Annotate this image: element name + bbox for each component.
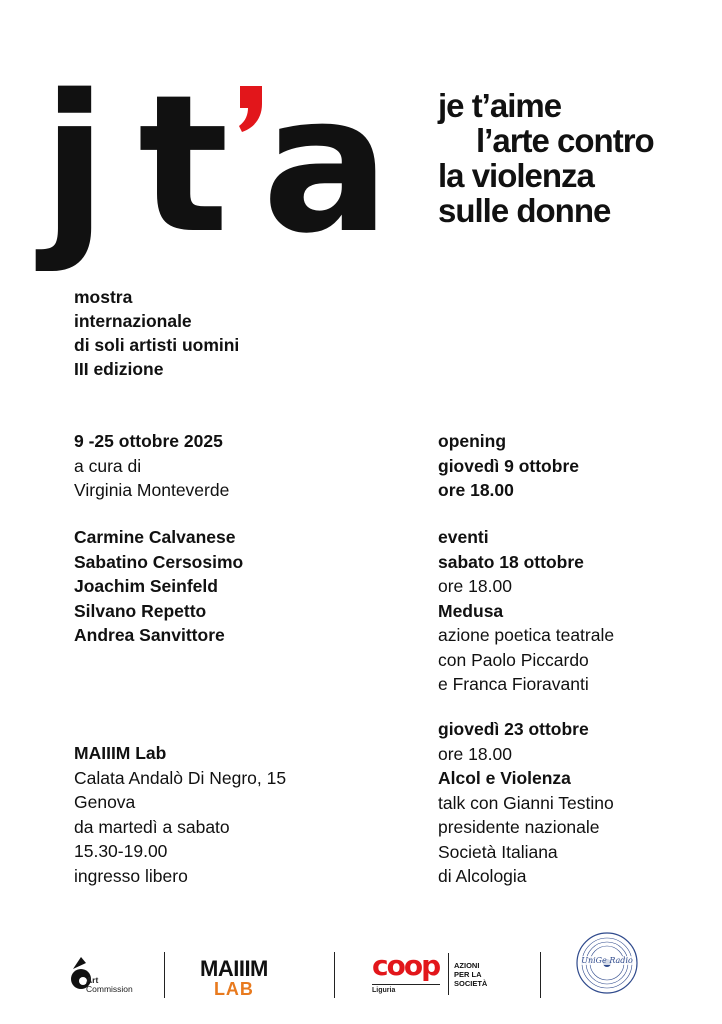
opening-date: giovedì 9 ottobre <box>438 455 579 476</box>
intro-line: di soli artisti uomini <box>74 335 240 355</box>
tagline-line: je t’aime <box>438 87 562 124</box>
maiiim-wordmark: MAIIIM <box>200 956 268 981</box>
events-heading: eventi <box>438 527 489 547</box>
coop-tag-line: AZIONI <box>454 961 480 970</box>
event-desc: e Franca Fioravanti <box>438 674 589 694</box>
venue-address: Calata Andalò Di Negro, 15 <box>74 767 287 788</box>
artist-name: Carmine Calvanese <box>74 527 236 547</box>
venue-city: Genova <box>74 792 136 812</box>
unige-radio-logo <box>575 931 639 995</box>
art-commission-logo <box>70 950 133 1000</box>
logo-apostrophe <box>236 86 262 132</box>
artist-name: Andrea Sanvittore <box>74 625 225 645</box>
logo-letter-a: a <box>262 54 387 275</box>
intro-line: internazionale <box>74 311 192 331</box>
event-date: sabato 18 ottobre <box>438 551 584 572</box>
opening-time: ore 18.00 <box>438 480 514 500</box>
event-desc: di Alcologia <box>438 866 527 886</box>
lab-wordmark: LAB <box>213 979 254 999</box>
event2-block <box>438 717 614 889</box>
venue-block <box>74 741 286 888</box>
coop-tag-line: SOCIETÀ <box>454 979 488 988</box>
dates-block <box>74 429 229 503</box>
artist-name: Joachim Seinfeld <box>74 576 218 596</box>
event-desc: Società Italiana <box>438 841 558 862</box>
coop-wordmark: coop <box>372 949 440 982</box>
curated-by-label: a cura di <box>74 455 142 476</box>
date-range: 9 -25 ottobre 2025 <box>74 431 223 451</box>
events-block <box>438 525 614 697</box>
unige-radio-label: UniGe Radio <box>579 956 635 965</box>
venue-name: MAIIIM Lab <box>74 743 167 763</box>
tagline <box>438 88 654 228</box>
coop-region: Liguria <box>372 987 396 994</box>
logo-letter-j: j <box>42 54 104 275</box>
event-desc: con Paolo Piccardo <box>438 649 589 670</box>
intro-line: mostra <box>74 287 133 307</box>
opening-heading: opening <box>438 431 507 451</box>
opening-block <box>438 429 579 503</box>
event-title: Medusa <box>438 600 504 621</box>
event-desc: azione poetica teatrale <box>438 625 615 645</box>
divider <box>164 952 165 998</box>
venue-days: da martedì a sabato <box>74 816 230 837</box>
event-time: ore 18.00 <box>438 576 512 596</box>
art-commission-label: Commission <box>86 984 133 994</box>
event-title: Alcol e Violenza <box>438 768 571 788</box>
divider <box>334 952 335 998</box>
logo-letter-t: t <box>138 54 225 275</box>
tagline-line: l’arte contro <box>476 122 654 159</box>
coop-tag-line: PER LA <box>454 970 482 979</box>
maiiim-lab-logo <box>200 958 268 998</box>
event-desc: talk con Gianni Testino <box>438 792 614 813</box>
tagline-line: sulle donne <box>438 192 611 229</box>
divider <box>540 952 541 998</box>
tagline-line: la violenza <box>438 157 594 194</box>
curator-name: Virginia Monteverde <box>74 480 230 500</box>
artist-name: Sabatino Cersosimo <box>74 551 244 572</box>
venue-hours: 15.30-19.00 <box>74 841 168 861</box>
art-commission-label: Art <box>86 975 99 985</box>
event-time: ore 18.00 <box>438 743 512 764</box>
exhibition-intro <box>74 285 239 381</box>
venue-entry: ingresso libero <box>74 865 188 886</box>
coop-logo <box>368 949 508 1001</box>
event-desc: presidente nazionale <box>438 817 600 837</box>
intro-line: III edizione <box>74 359 164 379</box>
artists-list <box>74 525 243 648</box>
event-date: giovedì 23 ottobre <box>438 719 589 739</box>
artist-name: Silvano Repetto <box>74 600 207 621</box>
